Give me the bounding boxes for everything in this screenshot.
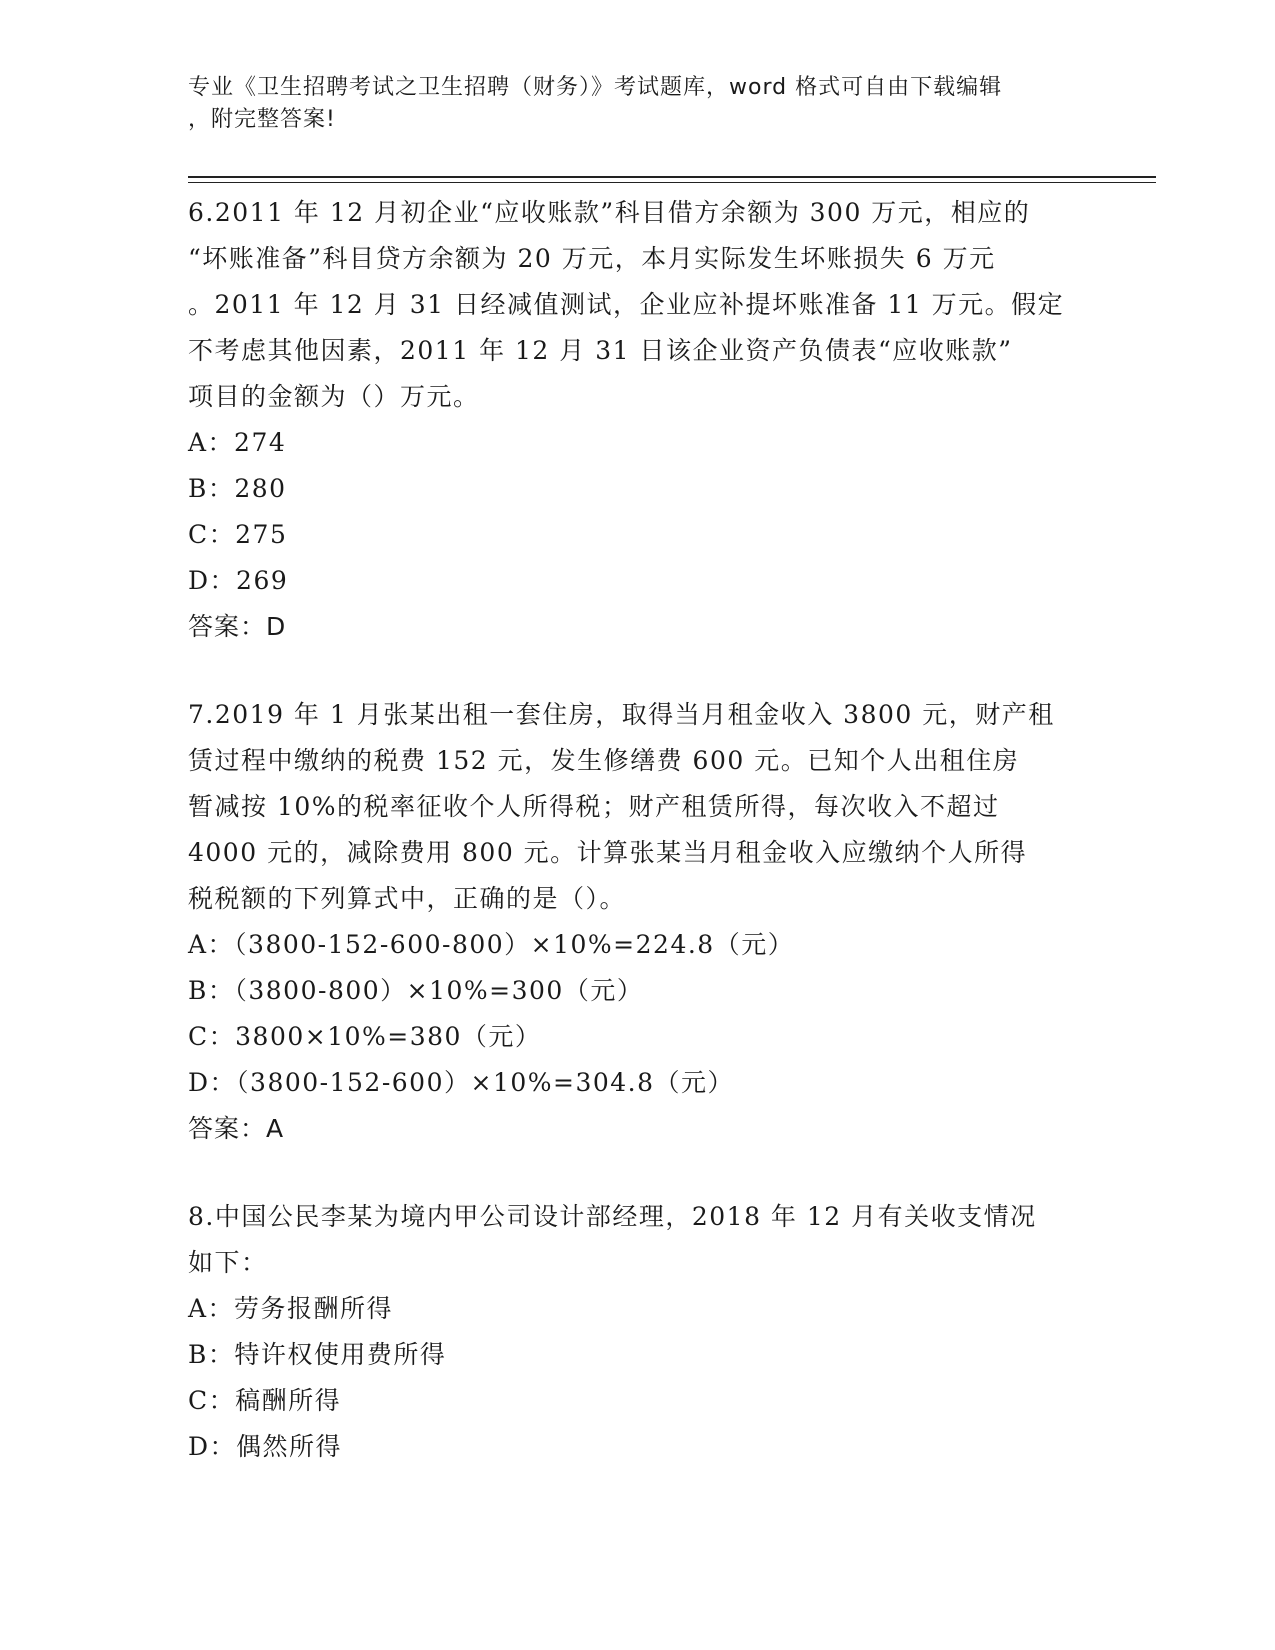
option-b: B：280: [188, 474, 287, 503]
question-stem-line: 8.中国公民李某为境内甲公司设计部经理，2018 年 12 月有关收支情况: [188, 1202, 1037, 1231]
question-list: [188, 190, 1088, 1512]
option-d: D：269: [188, 566, 289, 595]
question-stem-line: 不考虑其他因素，2011 年 12 月 31 日该企业资产负债表“应收账款”: [188, 336, 1013, 365]
option-a: A：274: [188, 428, 287, 457]
option-b: B：（3800-800）×10%=300（元）: [188, 976, 644, 1005]
question-stem-line: “坏账准备”科目贷方余额为 20 万元，本月实际发生坏账损失 6 万元: [188, 244, 996, 273]
question-stem-line: 税税额的下列算式中，正确的是（）。: [188, 884, 627, 913]
question-stem-line: 如下：: [188, 1248, 268, 1277]
header-rule-thin: [188, 182, 1156, 183]
question-stem-line: 。2011 年 12 月 31 日经减值测试，企业应补提坏账准备 11 万元。假定: [188, 290, 1065, 319]
option-d: D：（3800-152-600）×10%=304.8（元）: [188, 1068, 735, 1097]
document-header: [188, 72, 1068, 136]
option-c: C：275: [188, 520, 288, 549]
question-8: [188, 1194, 1088, 1470]
option-a: A：（3800-152-600-800）×10%=224.8（元）: [188, 930, 795, 959]
question-stem-line: 6.2011 年 12 月初企业“应收账款”科目借方余额为 300 万元，相应的: [188, 198, 1031, 227]
option-b: B：特许权使用费所得: [188, 1340, 447, 1369]
question-stem-line: 4000 元的，减除费用 800 元。计算张某当月租金收入应缴纳个人所得: [188, 838, 1028, 867]
option-a: A：劳务报酬所得: [188, 1294, 394, 1323]
header-rule-thick: [188, 176, 1156, 178]
header-line-2: ，附完整答案!: [188, 107, 336, 132]
header-line-1: 专业《卫生招聘考试之卫生招聘（财务）》考试题库，word 格式可自由下载编辑: [188, 75, 1003, 100]
option-d: D：偶然所得: [188, 1432, 343, 1461]
question-stem-line: 赁过程中缴纳的税费 152 元，发生修缮费 600 元。已知个人出租住房: [188, 746, 1020, 775]
option-c: C：稿酬所得: [188, 1386, 342, 1415]
answer-line: 答案：D: [188, 612, 287, 641]
question-stem-line: 项目的金额为（）万元。: [188, 382, 480, 411]
answer-line: 答案：A: [188, 1114, 285, 1143]
option-c: C：3800×10%=380（元）: [188, 1022, 542, 1051]
question-6: [188, 190, 1088, 650]
question-stem-line: 暂减按 10%的税率征收个人所得税；财产租赁所得，每次收入不超过: [188, 792, 1000, 821]
question-stem-line: 7.2019 年 1 月张某出租一套住房，取得当月租金收入 3800 元，财产租: [188, 700, 1055, 729]
question-7: [188, 692, 1088, 1152]
